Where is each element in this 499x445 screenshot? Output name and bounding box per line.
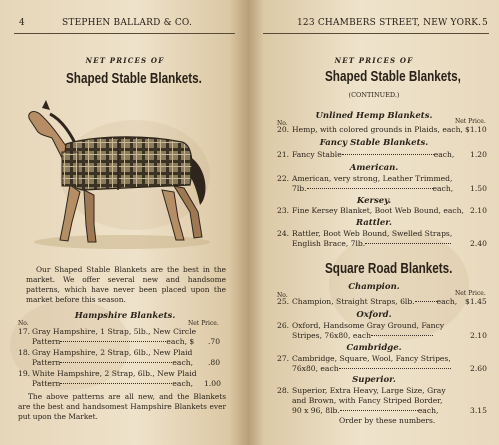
item-number: 22. <box>277 174 290 183</box>
header-rule <box>14 33 235 34</box>
item-number: 25. <box>277 297 290 306</box>
item-description: Champion, Straight Straps, 6lb. <box>292 297 415 306</box>
item-continuation <box>32 379 193 390</box>
page-title: Shaped Stable Blankets. <box>66 70 202 87</box>
item-description: Fine Kersey Blanket, Boot Web Bound, each, <box>292 206 464 215</box>
item-description: Gray Hampshire, 1 Strap, 5lb., New Circle <box>32 327 197 336</box>
item-continuation <box>292 239 451 250</box>
intro-paragraph: Our Shaped Stable Blankets are the best in the market. We offer several new and handsome patterns, which have never been placed upon the market before this season. <box>26 265 226 304</box>
item-unit: each, <box>432 184 454 193</box>
section-heading: Oxford. <box>356 310 392 320</box>
item-description: Rattler, Boot Web Bound, Swelled Straps, <box>292 229 453 238</box>
item-price: 1.50 <box>470 184 487 193</box>
item-description: Superior, Extra Heavy, Large Size, Gray <box>292 386 446 395</box>
column-header-no: No. <box>277 292 288 299</box>
item-number: 28. <box>277 386 290 395</box>
item-unit: each, <box>436 297 458 306</box>
right-page <box>249 0 499 445</box>
item-description: White Hampshire, 2 Strap, 6lb., New Plaid <box>32 369 197 378</box>
item-unit: each, <box>433 150 455 159</box>
item-description: Fancy Stable <box>292 150 342 159</box>
continued-label: (CONTINUED.) <box>348 91 400 99</box>
item-number: 27. <box>277 354 290 363</box>
section-title: Square Road Blankets. <box>325 260 453 277</box>
item-continuation <box>292 184 453 195</box>
column-header-no: No. <box>277 120 288 127</box>
column-header-no: No. <box>18 320 29 327</box>
left-running-header: STEPHEN BALLARD & CO. <box>62 18 193 28</box>
section-heading: American. <box>349 163 399 173</box>
item-number: 23. <box>277 206 290 215</box>
page-title: Shaped Stable Blankets, <box>325 68 461 85</box>
footer-paragraph: The above patterns are all new, and the Blankets are the best and handsomest Hampshire Blankets ever put upon the Market. <box>18 392 226 421</box>
item-price: 2.10 <box>470 331 487 340</box>
item-line2: 76x80, each <box>292 364 339 373</box>
leader-dots <box>339 368 451 369</box>
leader-dots <box>415 301 437 302</box>
section-heading: Kersey. <box>356 196 392 206</box>
item-number: 26. <box>277 321 290 330</box>
item-continuation <box>292 364 451 375</box>
item-price: $1.45 <box>465 297 487 306</box>
item-description: Oxford, Handsome Gray Ground, Fancy <box>292 321 445 330</box>
leader-dots <box>340 410 418 411</box>
leader-dots <box>60 362 172 363</box>
item-description: Cambridge, Square, Wool, Fancy Stripes, <box>292 354 451 363</box>
item-continuation <box>292 406 438 417</box>
item-line2: Stripes, 76x80, each <box>292 331 371 340</box>
item-price: 2.40 <box>470 239 487 248</box>
item-line <box>292 150 454 161</box>
item-line2: Pattern <box>32 379 61 388</box>
section-heading: Rattler. <box>356 218 392 228</box>
leader-dots <box>60 383 172 384</box>
left-page <box>0 0 249 445</box>
item-unit: each, <box>172 379 194 388</box>
column-header-price: Net Price. <box>455 118 486 125</box>
leader-dots <box>342 154 434 155</box>
item-continuation <box>292 331 433 342</box>
item-number: 20. <box>277 125 290 134</box>
item-price: 1.00 <box>204 379 221 388</box>
column-header-price: Net Price. <box>188 320 219 327</box>
section-heading: Hampshire Blankets. <box>74 311 176 321</box>
item-unit: each, <box>172 358 194 367</box>
item-description-line2: and Brown, with Fancy Striped Border, <box>292 396 443 405</box>
item-description: Hemp, with colored grounds in Plaids, each, <box>292 125 463 134</box>
item-unit: each, <box>417 406 439 415</box>
section-heading: Unlined Hemp Blankets. <box>315 111 433 121</box>
page-number-left: 4 <box>19 18 25 28</box>
page-number-right: 5 <box>482 18 488 28</box>
column-header-price: Net Price. <box>455 290 486 297</box>
item-number: 21. <box>277 150 290 159</box>
right-running-header: 123 CHAMBERS STREET, NEW YORK. <box>297 18 482 28</box>
item-price: .80 <box>208 358 221 367</box>
item-price: $1.10 <box>465 125 487 134</box>
item-description: American, very strong, Leather Trimmed, <box>292 174 453 183</box>
item-line3: 90 x 96, 8lb. <box>292 406 340 415</box>
leader-dots <box>60 341 166 342</box>
net-prices-label: NET PRICES OF <box>85 56 165 65</box>
item-number: 19. <box>18 369 31 378</box>
order-note: Order by these numbers. <box>339 416 436 425</box>
item-line2: Pattern <box>32 337 61 346</box>
item-line2: English Brace, 7lb. <box>292 239 366 248</box>
item-price: 1.20 <box>470 150 487 159</box>
leader-dots <box>371 335 433 336</box>
item-line2: Pattern <box>32 358 61 367</box>
item-number: 17. <box>18 327 31 336</box>
horse-blanket-illustration <box>22 100 214 252</box>
section-heading: Cambridge. <box>346 343 402 353</box>
item-description: Gray Hampshire, 2 Strap, 6lb., New Plaid <box>32 348 193 357</box>
item-continuation <box>32 337 194 348</box>
item-line2: 7lb. <box>292 184 307 193</box>
item-unit: each, $ <box>166 337 195 346</box>
section-heading: Superior. <box>352 375 396 385</box>
net-prices-label: NET PRICES OF <box>334 56 414 65</box>
leader-dots <box>307 188 433 189</box>
header-rule <box>263 33 489 34</box>
item-line <box>292 297 457 308</box>
section-heading: Champion. <box>348 282 400 292</box>
section-heading: Fancy Stable Blankets. <box>319 138 429 148</box>
item-continuation <box>32 358 193 369</box>
item-price: 2.10 <box>470 206 487 215</box>
item-price: .70 <box>208 337 221 346</box>
item-price: 3.15 <box>470 406 487 415</box>
item-number: 18. <box>18 348 31 357</box>
item-price: 2.60 <box>470 364 487 373</box>
leader-dots <box>365 243 451 244</box>
item-number: 24. <box>277 229 290 238</box>
